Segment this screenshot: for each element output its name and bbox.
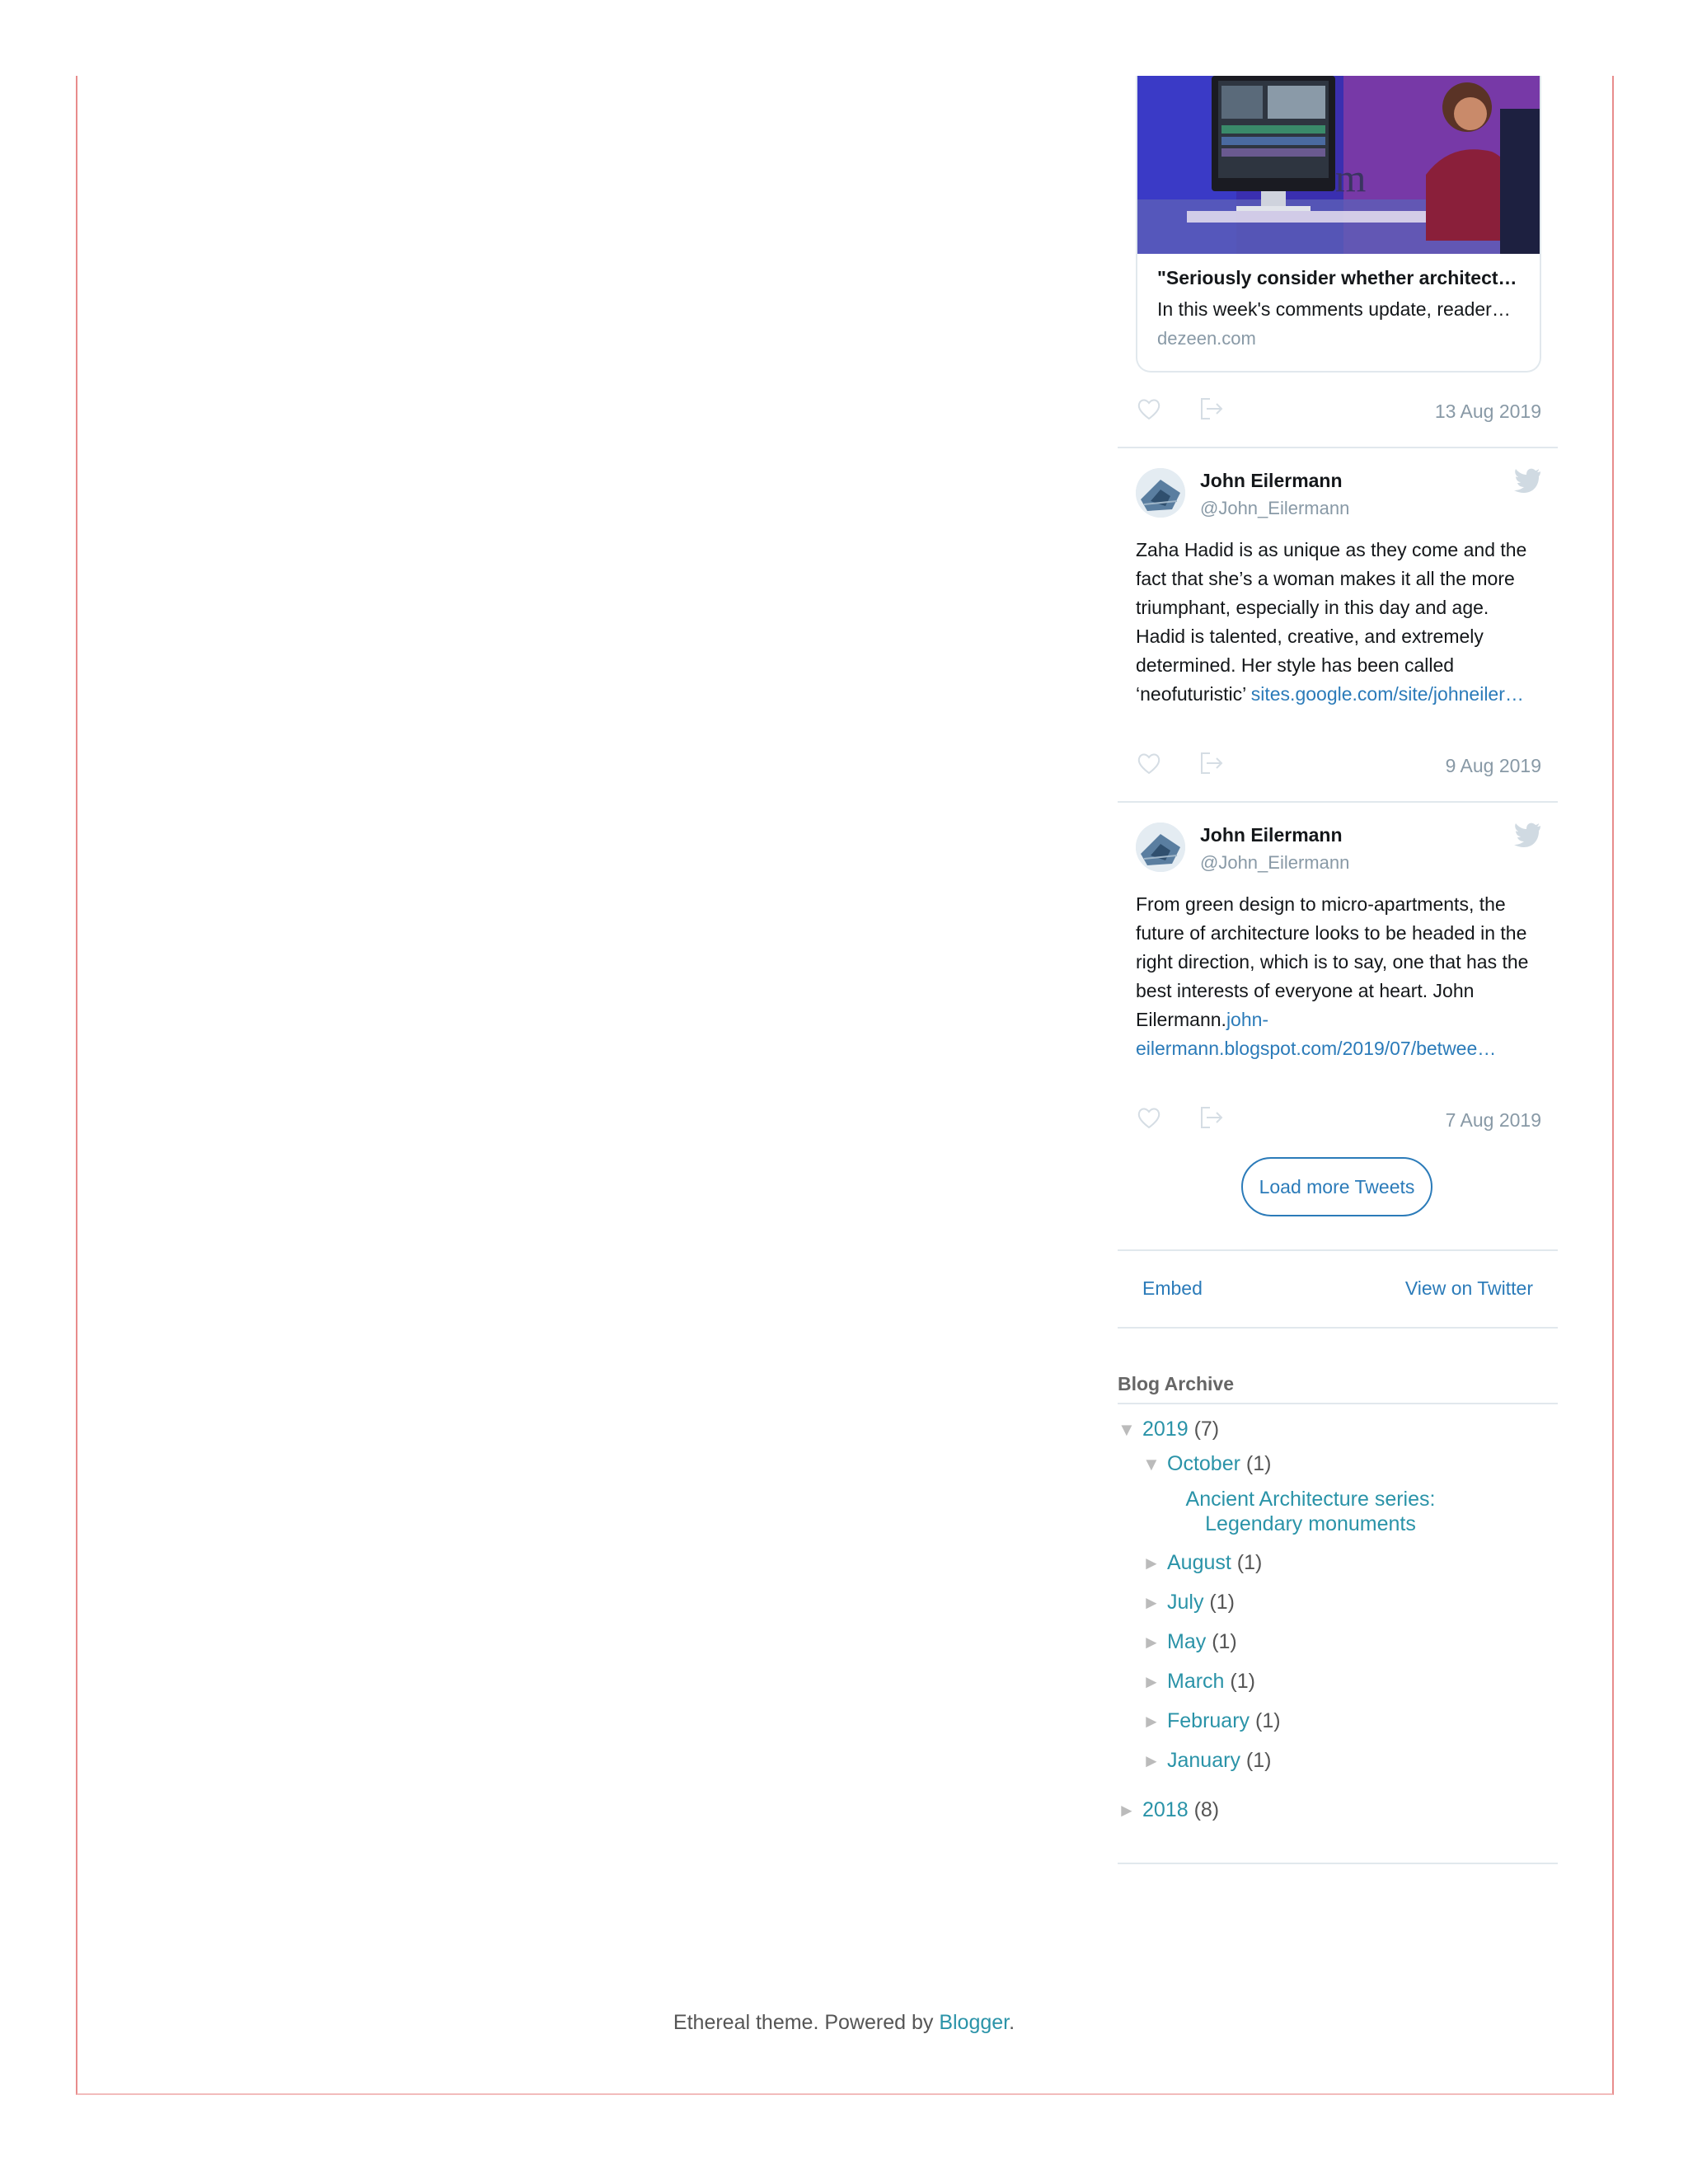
collapse-toggle-icon[interactable]: ► bbox=[1142, 1711, 1160, 1732]
expand-toggle-icon[interactable]: ▼ bbox=[1118, 1419, 1136, 1440]
tweet bbox=[1118, 448, 1558, 798]
archive-month-link[interactable]: July bbox=[1167, 1591, 1204, 1614]
archive-month-link[interactable]: August bbox=[1167, 1551, 1231, 1574]
heart-icon[interactable] bbox=[1136, 396, 1162, 422]
card-description: In this week's comments update, reader… bbox=[1157, 298, 1511, 320]
archive-count: (1) bbox=[1245, 1452, 1272, 1475]
archive-count: (1) bbox=[1212, 1630, 1237, 1653]
heart-icon[interactable] bbox=[1136, 1104, 1162, 1131]
share-icon[interactable] bbox=[1198, 750, 1225, 776]
archive-post-link[interactable]: Ancient Architecture series: Legendary monuments bbox=[1185, 1488, 1436, 1535]
archive-month-link[interactable]: January bbox=[1167, 1749, 1240, 1772]
avatar[interactable] bbox=[1136, 468, 1185, 518]
archive-bottom-divider bbox=[1118, 1863, 1558, 1864]
author-handle[interactable]: @John_Eilermann bbox=[1200, 498, 1350, 518]
archive-month-october bbox=[1142, 1452, 1271, 1476]
tweet-actions bbox=[1136, 1104, 1541, 1137]
twitter-bird-icon[interactable] bbox=[1513, 823, 1541, 847]
card-image-letter: m bbox=[1335, 157, 1367, 200]
load-more-tweets-button[interactable]: Load more Tweets bbox=[1241, 1157, 1432, 1216]
footer-period: . bbox=[1009, 2011, 1015, 2034]
avatar[interactable] bbox=[1136, 823, 1185, 872]
archive-month-february bbox=[1142, 1709, 1281, 1733]
collapse-toggle-icon[interactable]: ► bbox=[1142, 1750, 1160, 1771]
timeline-footer-divider bbox=[1118, 1249, 1558, 1251]
archive-count: (1) bbox=[1245, 1749, 1272, 1772]
archive-month-march bbox=[1142, 1670, 1255, 1694]
embed-link[interactable]: Embed bbox=[1142, 1277, 1203, 1299]
twitter-bird-icon[interactable] bbox=[1513, 468, 1541, 493]
footer-text: Ethereal theme. Powered by bbox=[673, 2011, 940, 2034]
card-title: "Seriously consider whether architect… bbox=[1157, 267, 1517, 288]
archive-count: (8) bbox=[1193, 1798, 1220, 1821]
tweet-date[interactable]: 7 Aug 2019 bbox=[1445, 1109, 1541, 1131]
archive-title-divider bbox=[1118, 1403, 1558, 1404]
archive-month-august bbox=[1142, 1551, 1262, 1575]
archive-count: (1) bbox=[1255, 1709, 1281, 1732]
tweet bbox=[1118, 803, 1558, 1152]
collapse-toggle-icon[interactable]: ► bbox=[1142, 1553, 1160, 1573]
archive-month-link[interactable]: March bbox=[1167, 1670, 1225, 1693]
archive-month-link[interactable]: February bbox=[1167, 1709, 1250, 1732]
page-footer bbox=[0, 2011, 1688, 2035]
tweet-date[interactable]: 9 Aug 2019 bbox=[1445, 755, 1541, 776]
tweet-actions bbox=[1136, 396, 1541, 429]
archive-month-july bbox=[1142, 1591, 1235, 1615]
tweet-actions bbox=[1136, 750, 1541, 783]
author-handle[interactable]: @John_Eilermann bbox=[1200, 852, 1350, 873]
timeline-bottom-divider bbox=[1118, 1327, 1558, 1329]
archive-year-2018 bbox=[1118, 1798, 1219, 1822]
heart-icon[interactable] bbox=[1136, 750, 1162, 776]
archive-month-link[interactable]: October bbox=[1167, 1452, 1240, 1475]
archive-count: (1) bbox=[1209, 1591, 1235, 1614]
author-name[interactable]: John Eilermann bbox=[1200, 824, 1343, 846]
tweet-text: Zaha Hadid is as unique as they come and the fact that she’s a woman makes it all the more triumphant, especially in this day and age. Hadid is talented, creative, and extremely determined. Her style has been called ‘neofuturistic’ sites.google.com/site/johneiler… bbox=[1136, 539, 1527, 705]
archive-count: (1) bbox=[1236, 1551, 1263, 1574]
archive-count: (7) bbox=[1193, 1418, 1220, 1441]
archive-month-may bbox=[1142, 1630, 1237, 1654]
archive-year-link[interactable]: 2019 bbox=[1142, 1418, 1189, 1441]
author-name[interactable]: John Eilermann bbox=[1200, 470, 1343, 491]
archive-month-january bbox=[1142, 1749, 1271, 1773]
collapse-toggle-icon[interactable]: ► bbox=[1142, 1632, 1160, 1652]
tweet-text: From green design to micro-apartments, the future of architecture looks to be headed in the right direction, which is to say, one that has the best interests of everyone at heart. John Eilermann.john-eilermann.blogspot.com/2019/07/betwee… bbox=[1136, 893, 1529, 1059]
archive-year-2019 bbox=[1118, 1418, 1219, 1441]
expand-toggle-icon[interactable]: ▼ bbox=[1142, 1454, 1160, 1474]
tweet-date[interactable]: 13 Aug 2019 bbox=[1434, 401, 1541, 422]
share-icon[interactable] bbox=[1198, 1104, 1225, 1131]
archive-count: (1) bbox=[1230, 1670, 1255, 1693]
collapse-toggle-icon[interactable]: ► bbox=[1142, 1671, 1160, 1692]
card-domain: dezeen.com bbox=[1157, 328, 1256, 349]
blogger-link[interactable]: Blogger bbox=[939, 2011, 1010, 2034]
card-image bbox=[1137, 76, 1541, 254]
archive-title: Blog Archive bbox=[1118, 1373, 1235, 1394]
collapse-toggle-icon[interactable]: ► bbox=[1118, 1800, 1136, 1821]
collapse-toggle-icon[interactable]: ► bbox=[1142, 1592, 1160, 1613]
share-icon[interactable] bbox=[1198, 396, 1225, 422]
archive-year-link[interactable]: 2018 bbox=[1142, 1798, 1189, 1821]
tweet-link[interactable]: sites.google.com/site/johneiler… bbox=[1250, 683, 1524, 705]
tweet-link-card[interactable] bbox=[1136, 76, 1541, 373]
view-on-twitter-link[interactable]: View on Twitter bbox=[1404, 1277, 1533, 1299]
tweet-link[interactable]: john-eilermann.blogspot.com/2019/07/betwee… bbox=[1136, 1009, 1497, 1059]
archive-month-link[interactable]: May bbox=[1167, 1630, 1207, 1653]
